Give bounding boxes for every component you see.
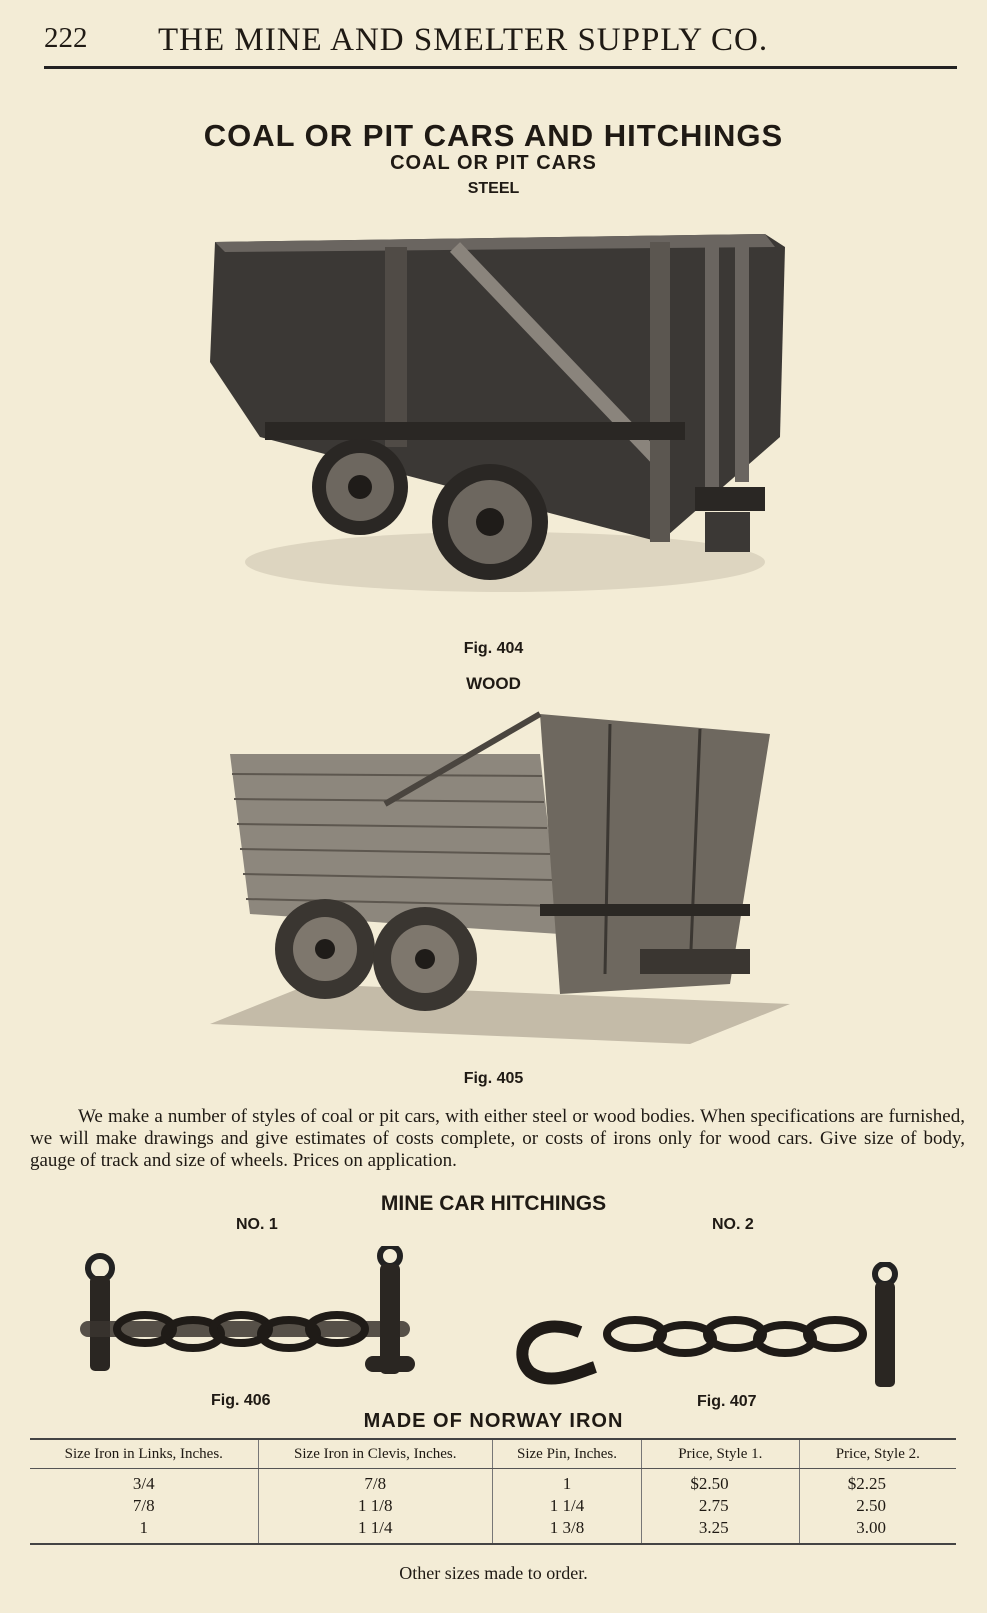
table-cell: 1 3/8 [549,1518,585,1537]
page-number: 222 [44,22,88,54]
figure-404-caption: Fig. 404 [463,640,524,657]
steel-label: STEEL [467,180,520,197]
page-header [44,14,957,69]
table-cell: 3.00 [856,1518,886,1537]
table-cell: 1 1/8 [358,1496,393,1515]
hitchings-title: MINE CAR HITCHINGS [380,1192,607,1215]
price-style2-column [799,1469,956,1545]
column-header: Size Pin, Inches. [493,1439,642,1469]
table-cell: $2.50 [690,1474,729,1493]
pin-column [493,1469,642,1545]
hitching-no2-label: NO. 2 [712,1216,754,1233]
table-cell: 1 1/4 [549,1496,585,1515]
column-header: Size Iron in Clevis, Inches. [258,1439,492,1469]
table-row [30,1469,956,1545]
description-paragraph: We make a number of styles of coal or pit cars, with either steel or wood bodies. When specifications are furnished, we will make drawings and give estimates of costs complete, or costs of irons only for wood cars. Give size of body, gauge of track and size of wheels. Prices on application. [30,1106,965,1171]
section-title: COAL OR PIT CARS AND HITCHINGS [203,118,784,153]
table-cell: 2.50 [856,1496,886,1515]
price-style1-column [642,1469,800,1545]
steel-car-illustration [205,222,805,602]
hitching-no2-illustration [510,1262,910,1392]
hitching-price-table [30,1438,956,1545]
table-cell: 3/4 [132,1474,155,1493]
column-header: Price, Style 2. [799,1439,956,1469]
links-column [30,1469,258,1545]
column-header: Price, Style 1. [642,1439,800,1469]
section-subtitle: COAL OR PIT CARS [390,152,597,174]
table-cell: $2.25 [847,1474,886,1493]
clevis-column [258,1469,492,1545]
column-header: Size Iron in Links, Inches. [30,1439,258,1469]
table-cell: 3.25 [698,1518,729,1537]
material-heading: MADE OF NORWAY IRON [363,1410,624,1432]
figure-407-caption: Fig. 407 [697,1393,757,1410]
table-cell: 1 [139,1518,149,1537]
wood-car-illustration [210,704,790,1064]
hitching-no1-label: NO. 1 [236,1216,278,1233]
footer-note: Other sizes made to order. [399,1563,588,1583]
table-cell: 1 1/4 [358,1518,393,1537]
figure-406-caption: Fig. 406 [211,1392,271,1409]
table-cell: 1 [562,1474,572,1493]
table-cell: 2.75 [698,1496,729,1515]
table-cell: 7/8 [364,1474,387,1493]
figure-405-caption: Fig. 405 [463,1070,524,1087]
company-name: THE MINE AND SMELTER SUPPLY CO. [158,22,769,58]
hitching-no1-illustration [75,1246,425,1386]
table-header-row [30,1439,956,1469]
table-cell: 7/8 [132,1496,155,1515]
wood-label: WOOD [466,674,521,693]
